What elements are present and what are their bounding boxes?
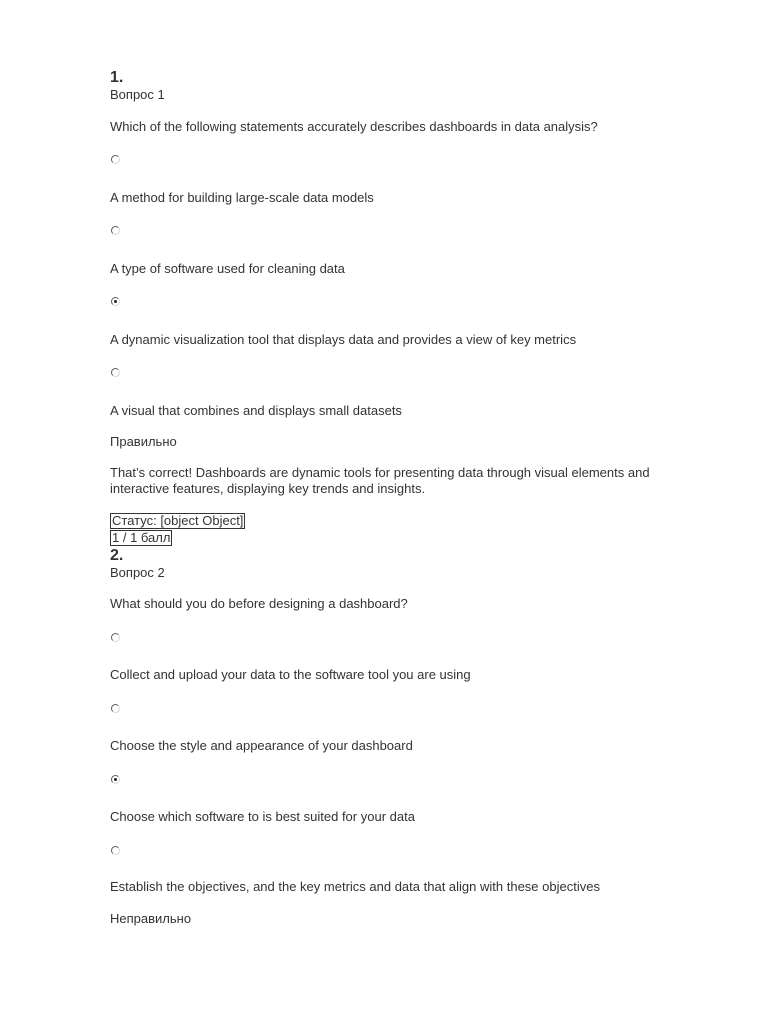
question-text: What should you do before designing a dashboard?	[110, 596, 408, 611]
option-4-radio[interactable]	[111, 846, 120, 855]
option-1-radio[interactable]	[111, 155, 120, 164]
option-3-radio[interactable]	[111, 775, 120, 784]
option-1-radio[interactable]	[111, 633, 120, 642]
option-2-label[interactable]: A type of software used for cleaning data	[110, 261, 345, 276]
option-3-label[interactable]: A dynamic visualization tool that displays data and provides a view of key metrics	[110, 332, 577, 347]
result-text: Неправильно	[110, 911, 192, 926]
question-label: Вопрос 2	[110, 565, 165, 580]
option-2-radio[interactable]	[111, 704, 120, 713]
option-3-radio[interactable]	[111, 297, 120, 306]
question-label: Вопрос 1	[110, 87, 165, 102]
result-text: Правильно	[110, 434, 177, 449]
question-number: 2.	[110, 547, 124, 564]
option-2-radio[interactable]	[111, 226, 120, 235]
feedback-text: That’s correct! Dashboards are dynamic tools for presenting data through visual elements and interactive features, displaying key trends and insights.	[110, 465, 650, 496]
option-4-label[interactable]: A visual that combines and displays small datasets	[110, 403, 402, 418]
status-box: Статус: [object Object]	[112, 513, 244, 528]
score-box: 1 / 1 балл	[112, 530, 171, 545]
option-1-label[interactable]: A method for building large-scale data models	[110, 190, 374, 205]
option-4-label[interactable]: Establish the objectives, and the key metrics and data that align with these objectives	[110, 879, 600, 894]
question-number: 1.	[110, 69, 124, 86]
question-text: Which of the following statements accurately describes dashboards in data analysis?	[110, 119, 598, 134]
option-2-label[interactable]: Choose the style and appearance of your dashboard	[110, 738, 413, 753]
option-3-label[interactable]: Choose which software to is best suited for your data	[110, 809, 415, 824]
option-1-label[interactable]: Collect and upload your data to the software tool you are using	[110, 667, 471, 682]
option-4-radio[interactable]	[111, 368, 120, 377]
